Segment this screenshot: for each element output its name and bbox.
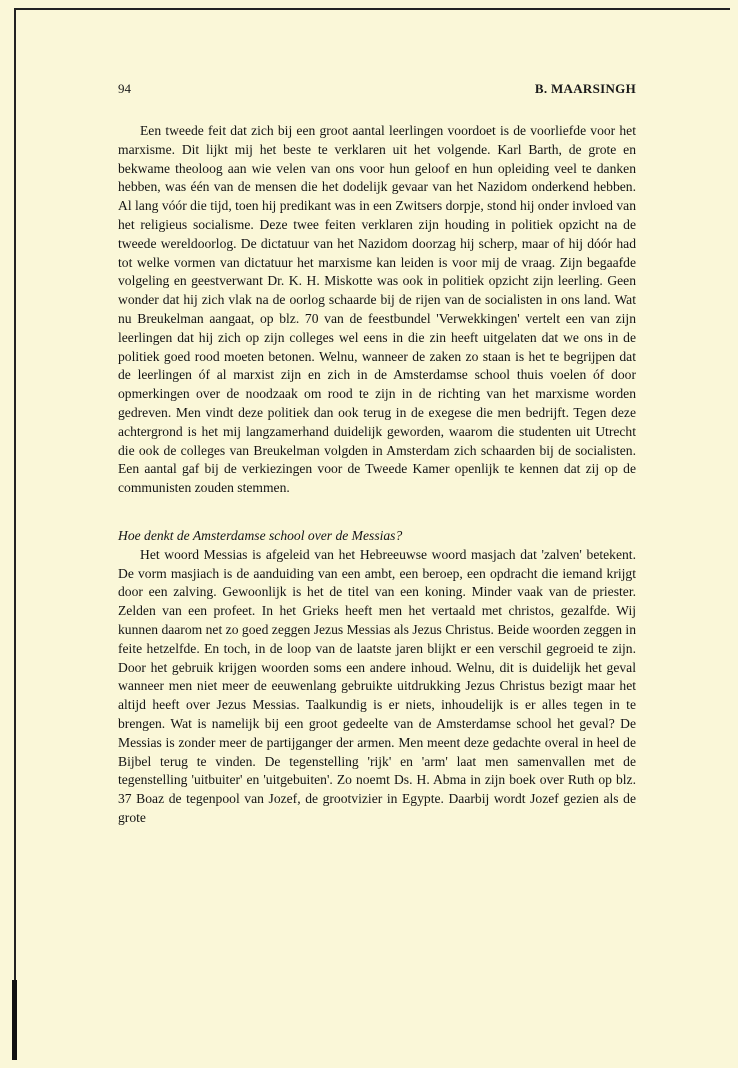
paragraph-marxism: Een tweede feit dat zich bij een groot aantal leerlingen voordoet is de voorliefde voor het marxisme. Dit lijkt mij het beste te verklaren uit het volgende. Karl Barth, de grote en bekwame theoloog aan wie velen van ons voor hun geloof en hun opleiding veel te danken hebben, was één van de mensen die het dodelijk gevaar van het Nazidom onderkend hebben. Al lang vóór die tijd, toen hij predikant was in een Zwitsers dorpje, stond hij onder invloed van het religieus socialisme. Deze twee feiten verklaren zijn houding in politiek opzicht na de tweede wereldoorlog. De dictatuur van het Nazidom doorzag hij scherp, maar of hij dóór had tot welke vormen van dictatuur het marxisme kan leiden is voor mij de vraag. Zijn begaafde volgeling en geestverwant Dr. K. H. Miskotte was ook in politiek opzicht zijn leerling. Geen wonder dat hij zich vlak na de oorlog schaarde bij de rijen van de socialisten in ons land. Wat nu Breukelman aangaat, op blz. 70 van de feestbundel 'Verwekkingen' vertelt een van zijn leerlingen dat hij zich op zijn colleges wel eens in die zin heeft uitgelaten dat we ons in de politiek goed rood moeten betonen. Welnu, wanneer de zaken zo staan is het te begrijpen dat de leerlingen óf al marxist zijn en zich in de Amsterdamse school thuis voelen óf door opmerkingen over de noodzaak om rood te zijn in de richting van het marxisme worden gedreven. Men vindt deze politiek dan ook terug in de exegese die men bedrijft. Tegen deze achtergrond is het mij langzamerhand duidelijk geworden, waarom die studenten uit Utrecht die ook de colleges van Breukelman volgden in Amsterdam zich schaarden bij de socialisten. Een aantal gaf bij de verkiezingen voor de Tweede Kamer openlijk te kennen dat zij op de communisten zouden stemmen.: [118, 123, 636, 496]
page-number: 94: [118, 81, 131, 96]
scan-edge-left: [14, 8, 16, 1060]
scan-edge-top: [14, 8, 730, 10]
scan-edge-left-bottom: [12, 980, 17, 1060]
section-heading: Hoe denkt de Amsterdamse school over de Messias?: [118, 527, 403, 543]
body-text: [118, 122, 636, 828]
page-header: [118, 81, 636, 101]
running-head-author: B. MAARSINGH: [534, 81, 636, 96]
paragraph-messias: Het woord Messias is afgeleid van het Hebreeuwse woord masjach dat 'zalven' betekent. De vorm masjiach is de aanduiding van een ambt, een beroep, een opdracht die iemand krijgt door een zalving. Gewoonlijk is het de titel van een koning. Minder vaak van de priester. Zelden van een profeet. In het Grieks heeft men het vertaald met christos, gezalfde. Wij kunnen daarom net zo goed zeggen Jezus Messias als Jezus Christus. Beide woorden zeggen in feite hetzelfde. En toch, in de loop van de laatste jaren blijkt er een verschil gegroeid te zijn. Door het gebruik krijgen woorden soms een andere inhoud. Welnu, dit is duidelijk het geval wanneer men niet meer de eeuwenlang gebruikte uitdrukking Jezus Christus bezigt maar het altijd heeft over Jezus Messias. Taalkundig is er niets, inhoudelijk is er alles tegen in te brengen. Wat is namelijk bij een groot gedeelte van de Amsterdamse school het geval? De Messias is zonder meer de partijganger der armen. Men meent deze gedachte overal in heel de Bijbel terug te vinden. De tegenstelling 'rijk' en 'arm' laat men samenvallen met de tegenstelling 'uitbuiter' en 'uitgebuiten'. Zo noemt Ds. H. Abma in zijn boek over Ruth op blz. 37 Boaz de tegenpool van Jozef, de grootvizier in Egypte. Daarbij wordt Jozef gezien als de grote: [118, 546, 636, 825]
